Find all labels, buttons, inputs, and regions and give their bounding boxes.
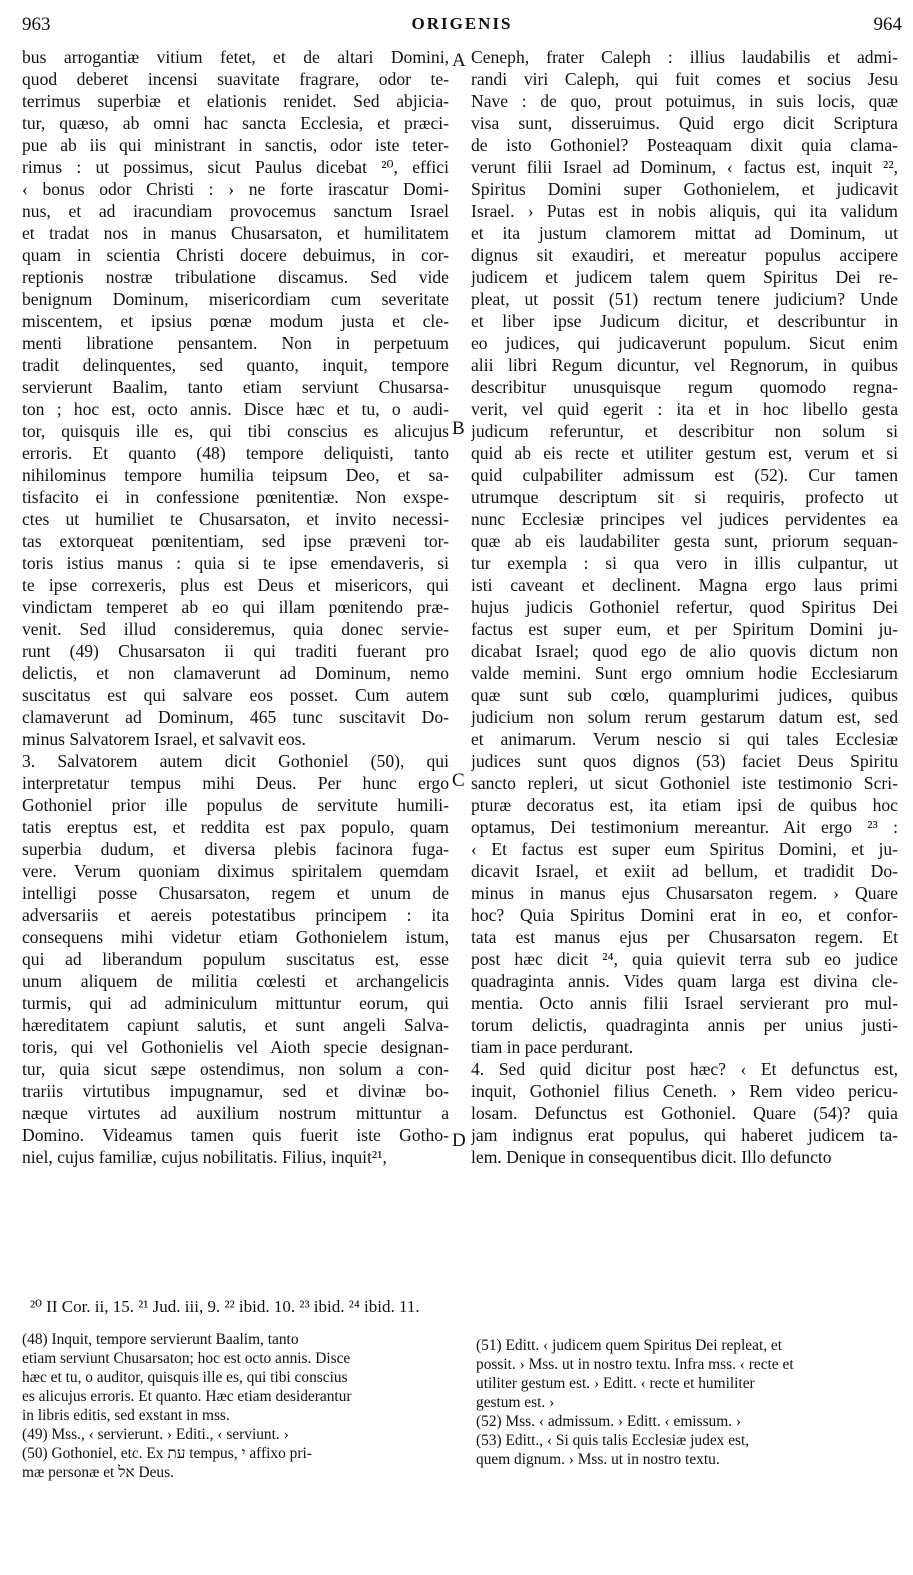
left-column-line: benignum Dominum, misericordiam cum severitate xyxy=(22,289,449,309)
page-number-right: 964 xyxy=(873,14,902,35)
right-column-line: ‹ Et factus est super eum Spiritus Domini, et ju- xyxy=(471,839,898,859)
right-column-line: verit, vel quid egerit : ita et in hoc libello gesta xyxy=(471,399,898,419)
left-column-line: nus, et ad iracundiam provocemus sanctum Israel xyxy=(22,201,449,221)
left-column-line: nihilominus tempore humilia teipsum Deo, et sa- xyxy=(22,465,449,485)
right-column-line: quæ sunt sub cœlo, quamplurimi judices, quibus xyxy=(471,685,898,705)
left-column-line: pue ab iis qui ministrant in sanctis, odor iste teter- xyxy=(22,135,449,155)
right-column-line: valde memini. Sunt ergo omnium hodie Ecclesiarum xyxy=(471,663,898,683)
page-number-left: 963 xyxy=(22,14,51,35)
left-column-line: venit. Sed illud consideremus, quia donec servie- xyxy=(22,619,449,639)
right-column-line: lem. Denique in consequentibus dicit. Illo defuncto xyxy=(471,1147,832,1167)
right-column-line: describitur unusquisque regum quomodo regna- xyxy=(471,377,898,397)
right-column-line: judices sunt quos dignos (53) faciet Deus Spiritu xyxy=(471,751,898,771)
right-text-column xyxy=(471,46,898,1168)
right-column-line: post hæc dicit ²⁴, quia quievit terra sub eo judice xyxy=(471,949,898,969)
right-column-line: pleat, ut possit (51) rectum tenere judicium? Unde xyxy=(471,289,898,309)
right-column-line: et ita justum clamorem mittat ad Dominum, ut xyxy=(471,223,898,243)
right-column-line: et liber ipse Judicum dicitur, et describuntur in xyxy=(471,311,898,331)
left-column-line: ctes ut humiliet te Chusarsaton, et invito necessi- xyxy=(22,509,449,529)
right-column-line: sancto repleri, ut sicut Gothoniel iste testimonio Scri- xyxy=(471,773,898,793)
left-column-line: ‹ bonus odor Christi : › ne forte irascatur Domi- xyxy=(22,179,449,199)
right-column-line: torum delictis, quadraginta annis per unius justi- xyxy=(471,1015,898,1035)
right-column-line: Spiritus Domini super Gothonielem, et judicavit xyxy=(471,179,898,199)
right-column-line: dicabat Israel; quod ego de alio quovis dictum non xyxy=(471,641,898,661)
left-column-line: tisfacito ei in confessione pœnitentiæ. Non exspe- xyxy=(22,487,449,507)
right-column-line: hoc? Quia Spiritus Domini erat in eo, et confor- xyxy=(471,905,898,925)
left-column-line: adversariis et aereis potestatibus principem : ita xyxy=(22,905,449,925)
footnotes-left xyxy=(22,1330,449,1482)
margin-letter-a: A xyxy=(452,50,466,71)
right-column-line: isti caveant et declinent. Magna ergo laus primi xyxy=(471,575,898,595)
left-column-line: bus arrogantiæ vitium fetet, et de altari Domini, xyxy=(22,47,449,67)
left-column-line: hæreditatem capiunt salutis, et sunt angeli Salva- xyxy=(22,1015,449,1035)
right-column-line: judicem et judicem talem quem Spiritus Dei re- xyxy=(471,267,898,287)
left-column-line: miscentem, et ipsius pœnæ modum justa et cle- xyxy=(22,311,449,331)
right-column-line: de isto Gothoniel? Posteaquam dixit quia clama- xyxy=(471,135,898,155)
page-header xyxy=(22,14,902,40)
left-column-line: Domino. Videamus tamen quis fuerit iste Gotho- xyxy=(22,1125,449,1145)
footnote-left-line: (48) Inquit, tempore servierunt Baalim, tanto xyxy=(22,1331,299,1348)
right-column-line: nunc Ecclesiæ principes vel judices pervidentes ea xyxy=(471,509,898,529)
left-column-line: tradit delinquentes, sed quanto, inquit, tempore xyxy=(22,355,449,375)
left-column-line: qui ad liberandum populum suscitatus est, esse xyxy=(22,949,449,969)
left-column-line: tor, quisquis ille es, qui tibi conscius es alicujus xyxy=(22,421,449,441)
left-column-line: clamaverunt ad Dominum, 465 tunc suscitavit Do- xyxy=(22,707,449,727)
left-column-line: intelligi posse Chusarsaton, regem et unum de xyxy=(22,883,449,903)
right-column-line: tur exempla : si qua vero in illis culpantur, ut xyxy=(471,553,898,573)
scripture-references: ²⁰ II Cor. ii, 15. ²¹ Jud. iii, 9. ²² ibid. 10. ²³ ibid. ²⁴ ibid. 11. xyxy=(30,1297,420,1316)
left-column-line: Gothoniel prior ille populus de servitute humili- xyxy=(22,795,449,815)
footnote-right-line: utiliter gestum est. › Editt. ‹ recte et humiliter xyxy=(476,1375,755,1392)
margin-letter-c: C xyxy=(452,770,465,791)
left-column-line: delictis, et non clamaverunt ad Dominum, nemo xyxy=(22,663,449,683)
left-column-line: niel, cujus familiæ, cujus nobilitatis. Filius, inquit²¹, xyxy=(22,1147,387,1167)
right-column-line: Israel. › Putas est in nobis aliquis, qui ita validum xyxy=(471,201,898,221)
left-column-line: te ipse correxeris, plus est Deus et misericors, qui xyxy=(22,575,449,595)
left-column-line: reptionis nostræ tribulatione discamus. Sed vide xyxy=(22,267,449,287)
right-column-line: judicum referuntur, et describitur non solum si xyxy=(471,421,898,441)
right-column-line: verunt filii Israel ad Dominum, ‹ factus est, inquit ²², xyxy=(471,157,898,177)
left-column-line: superbia dudum, et diversa plebis facinora fuga- xyxy=(22,839,449,859)
left-column-line: et tradat nos in manus Chusarsaton, et humilitatem xyxy=(22,223,449,243)
margin-letter-b: B xyxy=(452,418,465,439)
left-column-line: consequens mihi videtur etiam Gothonielem istum, xyxy=(22,927,449,947)
right-column-line: tiam in pace perdurant. xyxy=(471,1037,634,1057)
right-column-line: losam. Defunctus est Gothoniel. Quare (54)? quia xyxy=(471,1103,898,1123)
right-column-line: eo judices, qui judicaverunt populum. Sicut enim xyxy=(471,333,898,353)
right-column-line: utrumque descriptum sit si requiris, profecto ut xyxy=(471,487,898,507)
left-column-line: ton ; hoc est, octo annis. Disce hæc et tu, o audi- xyxy=(22,399,449,419)
right-column-line: visa sunt, disseruimus. Quid ergo dicit Scriptura xyxy=(471,113,898,133)
running-title: ORIGENIS xyxy=(411,14,513,33)
left-column-line: trariis virtutibus impugnamur, sed et divinæ bo- xyxy=(22,1081,449,1101)
right-column-line: minus in manus ejus Chusarsaton regem. › Quare xyxy=(471,883,898,903)
left-column-line: vere. Verum quoniam diximus spiritalem quemdam xyxy=(22,861,449,881)
footnote-right-line: gestum est. › xyxy=(476,1394,555,1411)
right-column-line: hujus judicis Gothoniel refertur, quod Spiritus Dei xyxy=(471,597,898,617)
right-column-line: et animarum. Verum nescio si qui tales Ecclesiæ xyxy=(471,729,898,749)
right-column-line: tata est manus ejus per Chusarsaton regem. Et xyxy=(471,927,898,947)
right-column-line: mentia. Octo annis filii Israel servierant pro mul- xyxy=(471,993,898,1013)
left-column-line: 3. Salvatorem autem dicit Gothoniel (50), qui xyxy=(22,751,449,771)
right-column-line: dignus sit exaudiri, et mereatur populus accipere xyxy=(471,245,898,265)
right-column-line: quæ ab eis laudabiliter gesta sunt, priorum sequan- xyxy=(471,531,898,551)
left-column-line: quam in scientia Christi docere debuimus, in cor- xyxy=(22,245,449,265)
footnote-right-line: (51) Editt. ‹ judicem quem Spiritus Dei repleat, et xyxy=(476,1337,783,1354)
left-column-line: suscitatus est qui salvare eos posset. Cum autem xyxy=(22,685,449,705)
footnote-right-line: quem dignum. › Mss. ut in nostro textu. xyxy=(476,1451,720,1468)
right-column-line: alii libri Regum dicuntur, vel Regnorum, in quibus xyxy=(471,355,898,375)
left-column-line: toris istius manus : quia si te ipse emendaveris, si xyxy=(22,553,449,573)
right-column-line: judicium non solum rerum gestarum datum est, sed xyxy=(471,707,898,727)
footnote-right-line: possit. › Mss. ut in nostro textu. Infra mss. ‹ recte et xyxy=(476,1356,794,1373)
left-column-line: menti libratione pensantem. Non in perpetuum xyxy=(22,333,449,353)
left-column-line: servierunt Baalim, tanto etiam serviunt Chusarsa- xyxy=(22,377,449,397)
left-column-line: interpretatur tempus mihi Deus. Per hunc ergo xyxy=(22,773,449,793)
footnote-left-line: es alicujus erroris. Et quanto. Hæc etiam desiderantur xyxy=(22,1388,352,1405)
left-column-line: tatis ereptus est, et reddita est pax populo, quam xyxy=(22,817,449,837)
left-column-line: minus Salvatorem Israel, et salvavit eos. xyxy=(22,729,306,749)
left-text-column xyxy=(22,46,449,1168)
right-column-line: quid ab eis recte et utiliter gestum est, verum et si xyxy=(471,443,898,463)
footnote-right-line: (53) Editt., ‹ Si quis talis Ecclesiæ judex est, xyxy=(476,1432,750,1449)
footnote-left-line: hæc et tu, o auditor, quisquis ille es, qui tibi conscius xyxy=(22,1369,348,1386)
right-column-line: pturæ decoratus est, ita etiam ipsi de quibus hoc xyxy=(471,795,898,815)
left-column-line: quod deberet incensi suavitate fragrare, odor te- xyxy=(22,69,449,89)
footnotes-right xyxy=(476,1336,900,1469)
right-column-line: quid culpabiliter admissum est (52). Cur tamen xyxy=(471,465,898,485)
left-column-line: vindictam temperet ab eo qui illam pœnitendo præ- xyxy=(22,597,449,617)
left-column-line: næque virtutes ad auxilium nostrum mittuntur a xyxy=(22,1103,449,1123)
footnote-right-line: (52) Mss. ‹ admissum. › Editt. ‹ emissum. › xyxy=(476,1413,742,1430)
right-column-line: factus est super eum, et per Spiritum Domini ju- xyxy=(471,619,898,639)
margin-letter-d: D xyxy=(452,1130,466,1151)
right-column-line: Nave : de quo, prout potuimus, in suis locis, quæ xyxy=(471,91,898,111)
left-column-line: toris, qui vel Gothonielis vel Aioth specie designan- xyxy=(22,1037,449,1057)
left-column-line: erroris. Et quanto (48) tempore deliquisti, tanto xyxy=(22,443,449,463)
right-column-line: randi viri Caleph, qui fuit comes et socius Jesu xyxy=(471,69,898,89)
left-column-line: turmis, qui ad adminiculum mittuntur eorum, qui xyxy=(22,993,449,1013)
left-column-line: tur, quæso, ab omni hac sancta Ecclesia, et præci- xyxy=(22,113,449,133)
footnote-left-line: (50) Gothoniel, etc. Ex עת tempus, י affixo pri- xyxy=(22,1445,312,1462)
right-column-line: inquit, Gothoniel filius Ceneth. › Rem video pericu- xyxy=(471,1081,898,1101)
left-column-line: runt (49) Chusarsaton ii qui traditi fuerant pro xyxy=(22,641,449,661)
left-column-line: unum aliquem de militia cœlesti et archangelicis xyxy=(22,971,449,991)
right-column-line: Ceneph, frater Caleph : illius laudabilis et admi- xyxy=(471,47,898,67)
right-column-line: quadraginta annis. Vides quam larga est divina cle- xyxy=(471,971,898,991)
footnote-left-line: (49) Mss., ‹ servierunt. › Editi., ‹ serviunt. › xyxy=(22,1426,289,1443)
right-column-line: 4. Sed quid dicitur post hæc? ‹ Et defunctus est, xyxy=(471,1059,898,1079)
left-column-line: tas extorqueat pœnitentiam, sed ipse præveni tor- xyxy=(22,531,449,551)
left-column-line: tur, quia sicut sæpe ostendimus, non solum a con- xyxy=(22,1059,449,1079)
footnote-left-line: mæ personæ et אל Deus. xyxy=(22,1464,174,1481)
right-column-line: optamus, Dei testimonium mereantur. Ait ergo ²³ : xyxy=(471,817,898,837)
right-column-line: jam indignus erat populus, qui haberet judicem ta- xyxy=(471,1125,898,1145)
footnote-left-line: in libris editis, sed exstant in mss. xyxy=(22,1407,230,1424)
left-column-line: terrimus superbiæ et elationis renidet. Sed abjicia- xyxy=(22,91,449,111)
footnote-left-line: etiam serviunt Chusarsaton; hoc est octo annis. Disce xyxy=(22,1350,351,1367)
right-column-line: dicavit Israel, et exiit ad bellum, et tradidit Do- xyxy=(471,861,898,881)
left-column-line: rimus : ut possimus, sicut Paulus dicebat ²⁰, effici xyxy=(22,157,449,177)
